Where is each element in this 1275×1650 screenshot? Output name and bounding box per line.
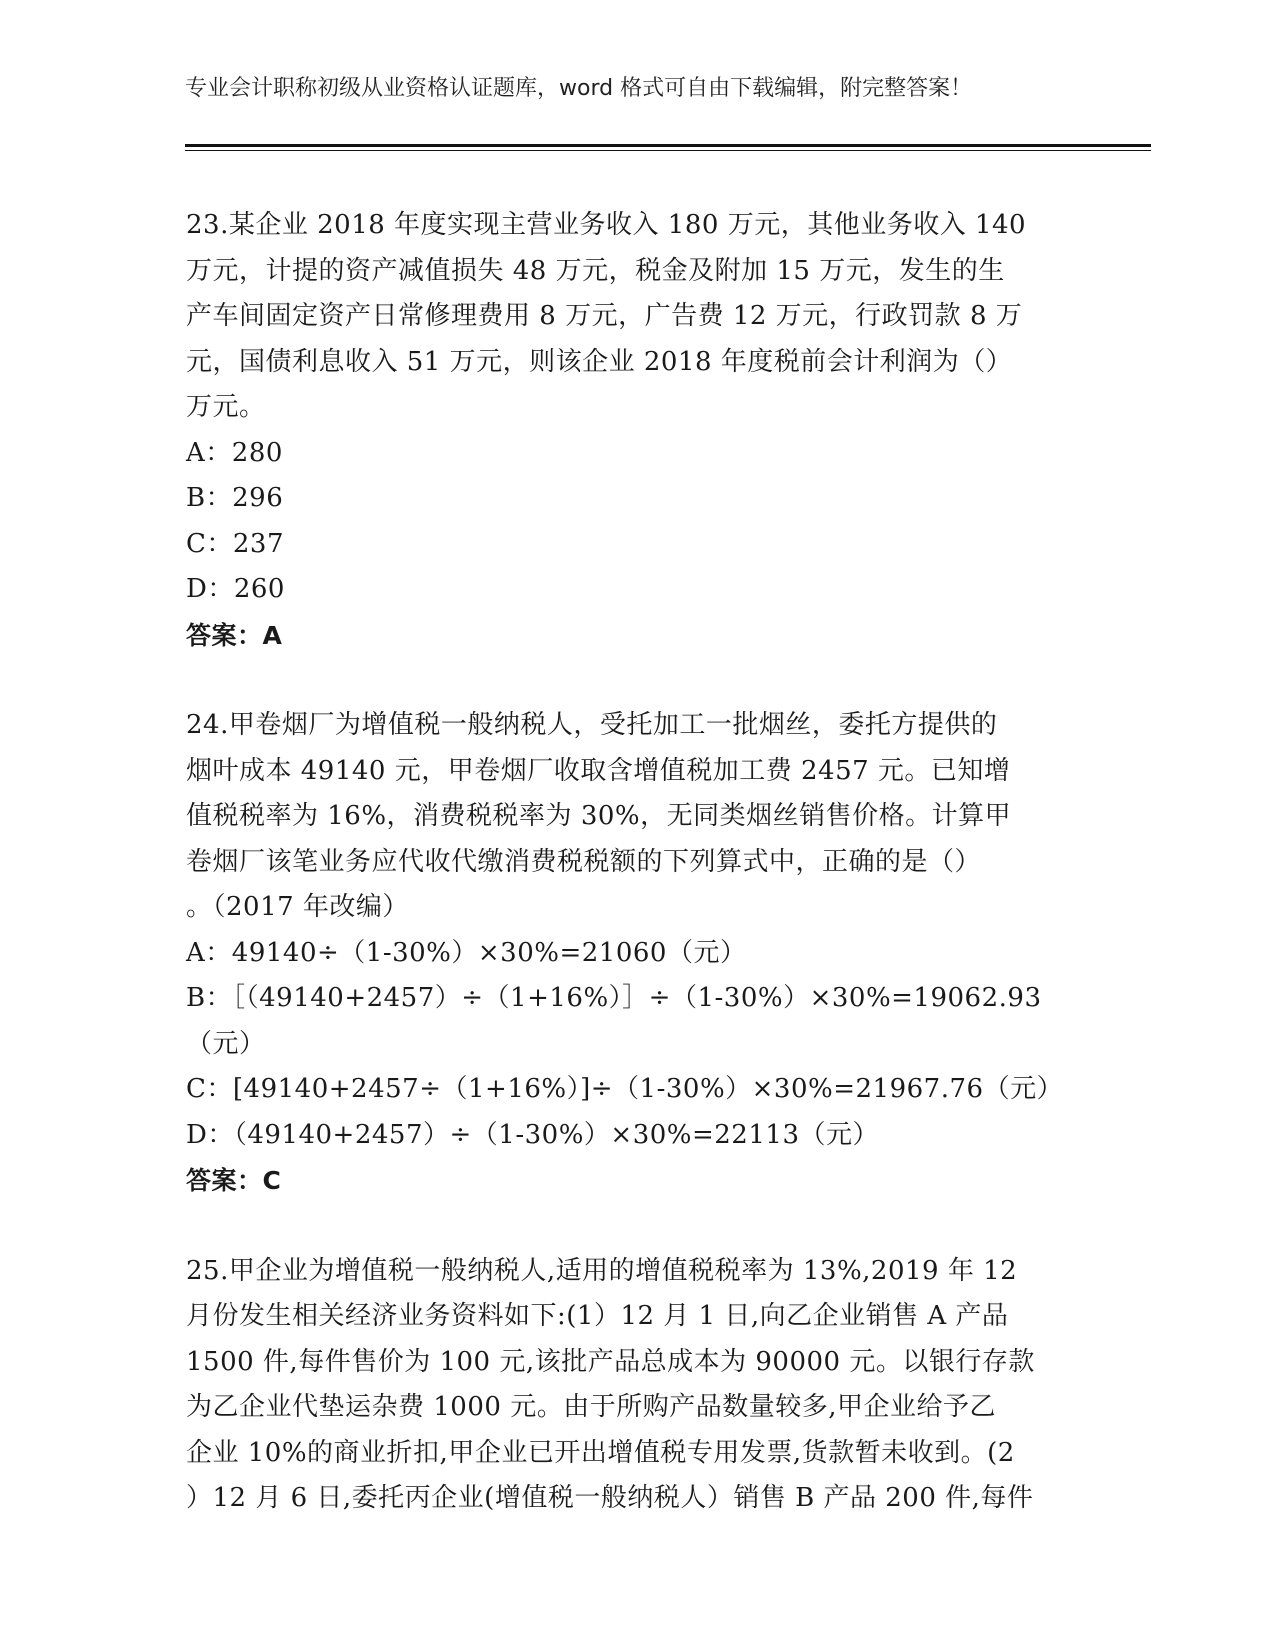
question-stem-line: 万元，计提的资产减值损失 48 万元，税金及附加 15 万元，发生的生 (186, 255, 1005, 286)
question-list (186, 203, 1086, 1522)
question-23 (186, 203, 1086, 658)
header-rule-thick (185, 144, 1151, 147)
question-stem-line: 月份发生相关经济业务资料如下:(1）12 月 1 日,向乙企业销售 A 产品 (186, 1301, 1009, 1331)
answer-line: 答案：A (186, 620, 283, 650)
question-stem-line: 。（2017 年改编） (186, 892, 409, 922)
question-stem-line: 23.某企业 2018 年度实现主营业务收入 180 万元，其他业务收入 140 (186, 210, 1027, 240)
question-stem-line: 万元。 (186, 392, 266, 422)
question-stem-line: 卷烟厂该笔业务应代收代缴消费税税额的下列算式中，正确的是（） (186, 846, 982, 877)
option-b: B：296 (186, 483, 284, 513)
question-stem-line: 产车间固定资产日常修理费用 8 万元，广告费 12 万元，行政罚款 8 万 (186, 301, 1023, 331)
answer-line: 答案：C (186, 1166, 282, 1195)
option-d: D：（49140+2457）÷（1-30%）×30%=22113（元） (186, 1119, 879, 1150)
option-c: C：[49140+2457÷（1+16%）]÷（1-30%）×30%=21967.76（元） (186, 1074, 1064, 1104)
question-stem-line: 烟叶成本 49140 元，甲卷烟厂收取含增值税加工费 2457 元。已知增 (186, 755, 1011, 786)
question-stem-line: 1500 件,每件售价为 100 元,该批产品总成本为 90000 元。以银行存款 (186, 1346, 1035, 1377)
question-stem-line: 24.甲卷烟厂为增值税一般纳税人，受托加工一批烟丝，委托方提供的 (186, 710, 998, 740)
question-stem-line: 为乙企业代垫运杂费 1000 元。由于所购产品数量较多,甲企业给予乙 (186, 1392, 996, 1422)
page-header: 专业会计职称初级从业资格认证题库，word 格式可自由下载编辑，附完整答案！ (185, 76, 973, 101)
header-rule-thin (185, 150, 1151, 151)
question-stem-line: 值税税率为 16%，消费税税率为 30%，无同类烟丝销售价格。计算甲 (186, 801, 1012, 831)
question-spacer (186, 1204, 1086, 1249)
question-spacer (186, 658, 1086, 703)
question-stem-line: 企业 10%的商业折扣,甲企业已开出增值税专用发票,货款暂未收到。(2 (186, 1437, 1015, 1468)
option-c: C：237 (186, 528, 285, 559)
question-25 (186, 1249, 1086, 1522)
question-stem-line: 元，国债利息收入 51 万元，则该企业 2018 年度税前会计利润为（） (186, 346, 1013, 377)
option-a: A：280 (186, 437, 283, 468)
question-24 (186, 703, 1086, 1204)
question-stem-line: 25.甲企业为增值税一般纳税人,适用的增值税税率为 13%,2019 年 12 (186, 1255, 1018, 1286)
option-b: B：［（49140+2457）÷（1+16%）］÷（1-30%）×30%=19062.93（元） (186, 983, 1042, 1059)
option-d: D：260 (186, 574, 285, 604)
option-a: A：49140÷（1-30%）×30%=21060（元） (186, 937, 747, 968)
question-stem-line: ）12 月 6 日,委托丙企业(增值税一般纳税人）销售 B 产品 200 件,每件 (186, 1483, 1034, 1513)
